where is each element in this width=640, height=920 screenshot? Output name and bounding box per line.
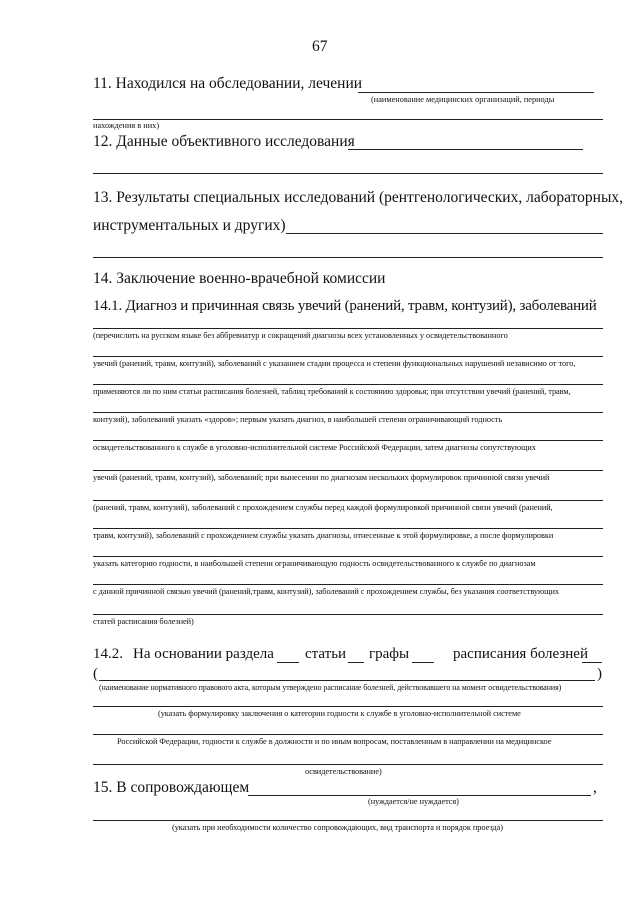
- section-15-hint-1: (нуждается/не нуждается): [368, 797, 459, 806]
- section-14-1-field-6[interactable]: [93, 470, 603, 471]
- section-13-line-1: 13. Результаты специальных исследований (рентгенологических, лабораторных,: [93, 189, 623, 206]
- section-14-1-field-9[interactable]: [93, 556, 603, 557]
- page-number: 67: [312, 38, 328, 55]
- section-14-1-hint-10: с данной причинной связью увечий (ранений,травм, контузий), заболеваний с прохождением службы, без указания соответствующих: [93, 587, 559, 596]
- section-14-1-hint-11: статей расписания болезней): [93, 617, 194, 626]
- section-11-hint-1: (наименование медицинских организаций, периоды: [371, 95, 555, 104]
- section-15-label: 15. В сопровождающем: [93, 779, 250, 796]
- section-14-2-hint-3: Российской Федерации, годности к службе в должности и по иным вопросам, поставленным в направлении на медицинское: [117, 737, 552, 746]
- section-14-1-field-3[interactable]: [93, 384, 603, 385]
- open-paren: (: [93, 666, 98, 682]
- section-14-1-hint-3: применяются ли по ним статьи расписания болезней, таблиц требований к состоянию здоровья; при отсутствии увечий (ранений, травм,: [93, 387, 571, 396]
- section-15-hint-2: (указать при необходимости количество сопровождающих, вид транспорта и порядок проезда): [172, 823, 503, 832]
- section-14-1-field-5[interactable]: [93, 440, 603, 441]
- category-field-3[interactable]: [93, 764, 603, 765]
- section-14-2-hint-1: (наименование нормативного правового акта, которым утверждено расписание болезней, действовавшего на момент освидетельствования): [99, 683, 562, 692]
- section-14-2-word-section: На основании раздела: [133, 646, 274, 662]
- section-14-heading: 14. Заключение военно-врачебной комиссии: [93, 270, 386, 287]
- category-field-2[interactable]: [93, 734, 603, 735]
- schedule-tail-field[interactable]: [582, 662, 602, 663]
- section-14-1-hint-8: травм, контузий), заболеваний с прохождением службы указать диагнозы, отнесенные к этой формулировке, а после формулировки: [93, 531, 554, 540]
- section-14-2-word-article: статьи: [305, 646, 347, 662]
- section-14-1-hint-2: увечий (ранений, травм, контузий), заболеваний с указанием стадии процесса и степени функциональных нарушений независимо от того,: [93, 359, 576, 368]
- section-14-1-hint-4: контузий), заболеваний указать «здоров»; первым указать диагноз, в наибольшей степени ограничивающий годность: [93, 415, 503, 424]
- section-14-1-hint-9: указать категорию годности, в наибольшей степени ограничивающую годность освидетельствованного к службе по диагнозам: [93, 559, 536, 568]
- section-14-1-field-11[interactable]: [93, 614, 603, 615]
- section-14-2-word-schedule: расписания болезней: [453, 646, 588, 662]
- section-11-field[interactable]: [358, 92, 594, 93]
- section-14-1-hint-1: (перечислить на русском языке без аббревиатур и сокращений диагнозы всех установленных у освидетельствованного: [93, 331, 508, 340]
- section-14-1-field-7[interactable]: [93, 500, 603, 501]
- escort-details-field[interactable]: [93, 820, 603, 821]
- article-number-field[interactable]: [348, 662, 364, 663]
- section-11-hint-2: нахождения в них): [93, 121, 160, 130]
- column-number-field[interactable]: [412, 662, 434, 663]
- section-14-1-field-2[interactable]: [93, 356, 603, 357]
- section-11-label: 11. Находился на обследовании, лечении: [93, 75, 363, 92]
- section-number-field[interactable]: [277, 662, 299, 663]
- section-14-1-hint-6: увечий (ранений, травм, контузий), заболеваний; при вынесении по диагнозам нескольких формулировок причинной связи увечий: [93, 473, 550, 482]
- section-14-2-hint-4: освидетельствование): [305, 767, 382, 776]
- section-14-1-heading: 14.1. Диагноз и причинная связь увечий (ранений, травм, контузий), заболеваний: [93, 298, 597, 314]
- section-15-comma: ,: [593, 779, 597, 796]
- escort-field[interactable]: [248, 795, 591, 796]
- section-14-2-hint-2: (указать формулировку заключения о категории годности к службе в уголовно-исполнительной системе: [158, 709, 521, 718]
- section-14-2-prefix: 14.2.: [93, 646, 123, 662]
- section-12-label: 12. Данные объективного исследования: [93, 133, 355, 150]
- section-13-field[interactable]: [286, 233, 603, 234]
- section-14-1-field-1[interactable]: [93, 328, 603, 329]
- section-12-field-2[interactable]: [93, 173, 603, 174]
- category-field[interactable]: [93, 706, 603, 707]
- section-14-1-field-8[interactable]: [93, 528, 603, 529]
- section-12-field[interactable]: [348, 149, 583, 150]
- section-14-1-field-10[interactable]: [93, 584, 603, 585]
- section-14-1-hint-5: освидетельствованного к службе в уголовно-исполнительной системе Российской Федерации, затем диагнозы сопутствующих: [93, 443, 536, 452]
- section-14-2-word-column: графы: [369, 646, 410, 662]
- section-13-field-2[interactable]: [93, 257, 603, 258]
- section-14-1-field-4[interactable]: [93, 412, 603, 413]
- section-11-field-2[interactable]: [93, 119, 603, 120]
- section-14-1-hint-7: (ранений, травм, контузий), заболеваний с прохождением службы перед каждой формулировкой причинной связи увечий (ранений,: [93, 503, 553, 512]
- close-paren: ): [597, 666, 602, 682]
- legal-act-field[interactable]: [99, 680, 595, 681]
- section-13-line-2: инструментальных и других): [93, 217, 286, 234]
